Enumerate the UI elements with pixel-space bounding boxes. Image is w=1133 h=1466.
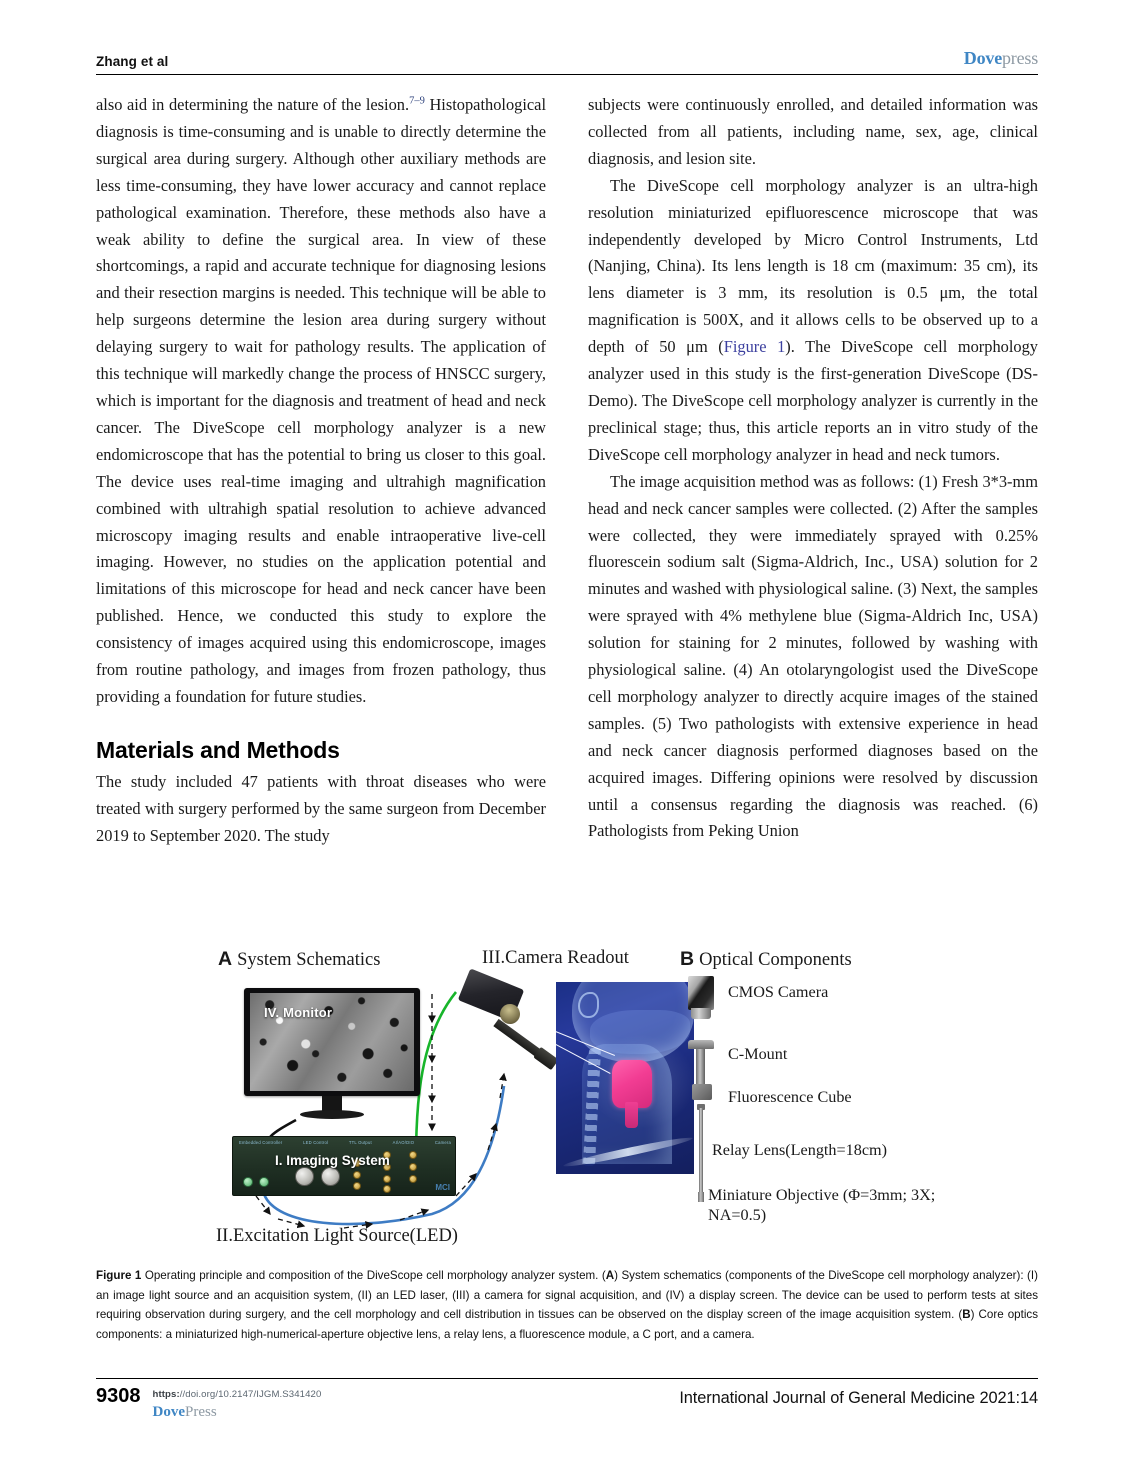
running-head-author: Zhang et al <box>96 54 169 69</box>
led-output-port-1 <box>243 1177 253 1187</box>
doi-scheme: https: <box>152 1389 180 1400</box>
dovepress-logo-secondary: press <box>1002 48 1038 68</box>
doi-link[interactable] <box>153 1389 322 1400</box>
port-label-camera: Camera <box>434 1140 451 1145</box>
device-brand-mark: MCI <box>435 1183 450 1192</box>
port-label-ttl-output: TTL Output <box>348 1140 372 1145</box>
monitor-bezel <box>244 988 420 1096</box>
figure-caption-bold-b: B <box>962 1308 971 1322</box>
bnc-connector <box>383 1185 391 1193</box>
figure-1-cross-reference-link[interactable]: Figure 1 <box>723 337 786 357</box>
left-paragraph-2: The study included 47 patients with throat diseases who were treated with surgery performed by the same surgeon from December 2019 to September 2020. The study <box>96 771 546 845</box>
left-column <box>96 92 546 937</box>
panel-iii-title: III.Camera Readout <box>482 948 629 968</box>
section-heading-materials-and-methods: Materials and Methods <box>96 736 340 763</box>
right-paragraph-1: subjects were continuously enrolled, and detailed information was collected from all patients, including name, sex, age, clinical diagnosis, and lesion site. <box>588 95 1038 168</box>
figure-caption-label: Figure 1 <box>96 1269 142 1282</box>
page-number: 9308 <box>96 1385 141 1407</box>
optics-label-c-mount: C-Mount <box>728 1045 788 1063</box>
c-mount-icon <box>688 1040 714 1049</box>
footer-dovepress-logo <box>153 1404 322 1421</box>
monitor-label: IV. Monitor <box>264 1005 333 1020</box>
bnc-connector <box>409 1175 417 1183</box>
figure-1-artwork <box>96 940 1038 1260</box>
body-columns <box>96 92 1038 937</box>
figure-panel-titles <box>96 940 1038 970</box>
optics-label-cmos-camera: CMOS Camera <box>728 983 829 1001</box>
monitor-screen-image <box>250 993 414 1091</box>
monitor-stand-base <box>300 1110 364 1119</box>
figure-caption-part-1: Operating principle and composition of the DiveScope cell morphology analyzer system. ( <box>141 1269 606 1282</box>
panel-b-letter: B <box>680 948 695 970</box>
footer-doi-group <box>153 1386 322 1421</box>
anatomy-larynx-highlight <box>612 1060 652 1108</box>
device-knob-right <box>321 1167 340 1186</box>
bnc-connector <box>383 1175 391 1183</box>
figure-caption-bold-a: A <box>605 1269 615 1282</box>
figure-caption-part-2: ) System schematics (components of the DiveScope cell morphology analyzer): (I) an image light source and an acquisition system, (II) an LED laser, (III) a camera for signal acquisition, and (IV) a display screen. The device can be used to perform tests at sites requiring observation during surgery, and the cell morphology and cell distribution in tissues can be observed on the display screen of the image acquisition system. ( <box>96 1269 1038 1322</box>
fluorescence-cube-icon <box>692 1084 712 1100</box>
device-knob-left <box>295 1167 314 1186</box>
left-paragraph-1 <box>96 92 546 711</box>
bnc-connector <box>353 1171 361 1179</box>
cmos-camera-mount-icon <box>691 1008 711 1019</box>
footer-brand-secondary: Press <box>185 1404 217 1420</box>
panel-a-schematic <box>204 974 674 1222</box>
page-footer <box>96 1378 1038 1421</box>
running-head <box>96 48 1038 75</box>
port-label-ai-ao-dio: AI/AO/DIO <box>392 1140 415 1145</box>
imaging-system-unit <box>232 1136 456 1196</box>
optics-label-miniature-objective: Miniature Objective (Φ=3mm; 3X; NA=0.5) <box>708 1186 936 1224</box>
panel-b-optics <box>676 974 1036 1224</box>
head-and-neck-anatomy-image <box>556 982 694 1174</box>
panel-a-title-text: System Schematics <box>237 950 381 970</box>
excitation-light-source-label: II.Excitation Light Source(LED) <box>216 1226 458 1246</box>
journal-citation-line: International Journal of General Medicine 2021:14 <box>679 1389 1038 1407</box>
dovepress-logo <box>964 48 1038 69</box>
bnc-connector <box>409 1151 417 1159</box>
optics-label-fluorescence-cube: Fluorescence Cube <box>728 1088 852 1106</box>
bnc-connector <box>353 1182 361 1190</box>
doi-path: //doi.org/10.2147/IJGM.S341420 <box>179 1389 322 1400</box>
right-column <box>588 92 1038 937</box>
right-paragraph-2-post: ). The DiveScope cell morphology analyzer used in this study is the first-generation DiveScope (DS-Demo). The DiveScope cell morphology analyzer is currently in the preclinical stage; thus, this article reports an in vitro study of the DiveScope cell morphology analyzer in head and neck tumors. <box>588 337 1038 464</box>
dovepress-logo-primary: Dove <box>963 48 1002 68</box>
cmos-camera-icon <box>688 976 714 1010</box>
footer-left-group <box>96 1386 321 1421</box>
figure-caption-part-3: ) Core optics components: a miniaturized high-numerical-aperture objective lens, a relay lens, a fluorescence module, a C port, and a camera. <box>96 1308 1039 1341</box>
optics-label-relay-lens: Relay Lens(Length=18cm) <box>712 1141 887 1159</box>
anatomy-ear <box>578 992 599 1018</box>
panel-a-title <box>218 948 380 971</box>
panel-b-title <box>680 948 852 971</box>
led-output-port-2 <box>259 1177 269 1187</box>
citation-reference[interactable]: 7–9 <box>409 95 425 107</box>
anatomy-trachea-highlight <box>625 1102 638 1128</box>
right-paragraph-2-pre: The DiveScope cell morphology analyzer is an ultra-high resolution miniaturized epifluorescence microscope that was independently developed by Micro Control Instruments, Ltd (Nanjing, China). Its lens length is 18 cm (maximum: 35 cm), its lens diameter is 3 mm, its resolution is 0.5 μm, the total magnification is 500X, and it allows cells to be observed up to a depth of 50 μm ( <box>588 175 1038 357</box>
imaging-system-label: I. Imaging System <box>275 1153 390 1168</box>
left-paragraph-1-pre: also aid in determining the nature of the lesion. <box>96 95 410 114</box>
right-paragraph-3: The image acquisition method was as follows: (1) Fresh 3*3-mm head and neck cancer samples were collected. (2) After the samples were collected, they were immediately sprayed with 0.25% fluorescein sodium salt (Sigma-Aldrich, Inc., USA) solution for 2 minutes and washed with physiological saline. (3) Next, the samples were sprayed with 4% methylene blue (Sigma-Aldrich Inc, USA) solution for staining for 2 minutes, followed by washing with physiological saline. (4) An otolaryngologist used the DiveScope cell morphology analyzer to directly acquire images of the stained samples. (5) Two pathologists with extensive experience in head and neck cancer diagnosis performed diagnoses based on the acquired images. Differing opinions were resolved by discussion until a consensus regarding the diagnosis was reached. (6) Pathologists from Peking Union <box>588 471 1038 841</box>
device-port-labels <box>239 1140 451 1145</box>
left-paragraph-1-post: Histopathological diagnosis is time-consuming and is unable to directly determine the surgical area during surgery. Although other auxiliary methods are less time-consuming, they have lower accuracy and cannot replace pathological examination. Therefore, these methods also have a weak ability to define the surgical area. In view of these shortcomings, a rapid and accurate technique for diagnosing lesions and their resection margins is needed. This technique will be able to help surgeons determine the lesion area during surgery without delaying surgery to wait for pathology results. The application of this technique will markedly change the process of HNSCC surgery, which is important for the diagnosis and treatment of head and neck cancer. The DiveScope cell morphology analyzer is a new endomicroscope that has the potential to bring us closer to this goal. The device uses real-time imaging and ultrahigh magnification combined with ultrahigh spatial resolution to achieve advanced microscopy imaging results and enable intraoperative live-cell imaging. However, no studies on the application potential and limitations of this microscope for head and neck cancer have been published. Hence, we conducted this study to explore the consistency of images acquired using this endomicroscope, images from routine pathology, and images from frozen pathology, thus providing a foundation for future studies. <box>96 95 546 706</box>
panel-b-title-text: Optical Components <box>699 950 852 970</box>
port-label-led-control: LED Control <box>303 1140 329 1145</box>
relay-lens-icon <box>699 1108 703 1194</box>
miniature-objective-icon <box>698 1192 704 1202</box>
panel-a-letter: A <box>218 948 233 970</box>
figure-1-caption <box>96 1266 1038 1344</box>
c-mount-stem-icon <box>696 1049 705 1085</box>
footer-brand-primary: Dove <box>152 1404 185 1420</box>
bnc-connector <box>409 1163 417 1171</box>
right-paragraph-2 <box>588 173 1038 469</box>
port-label-embedded-controller: Embedded Controller <box>239 1140 283 1145</box>
